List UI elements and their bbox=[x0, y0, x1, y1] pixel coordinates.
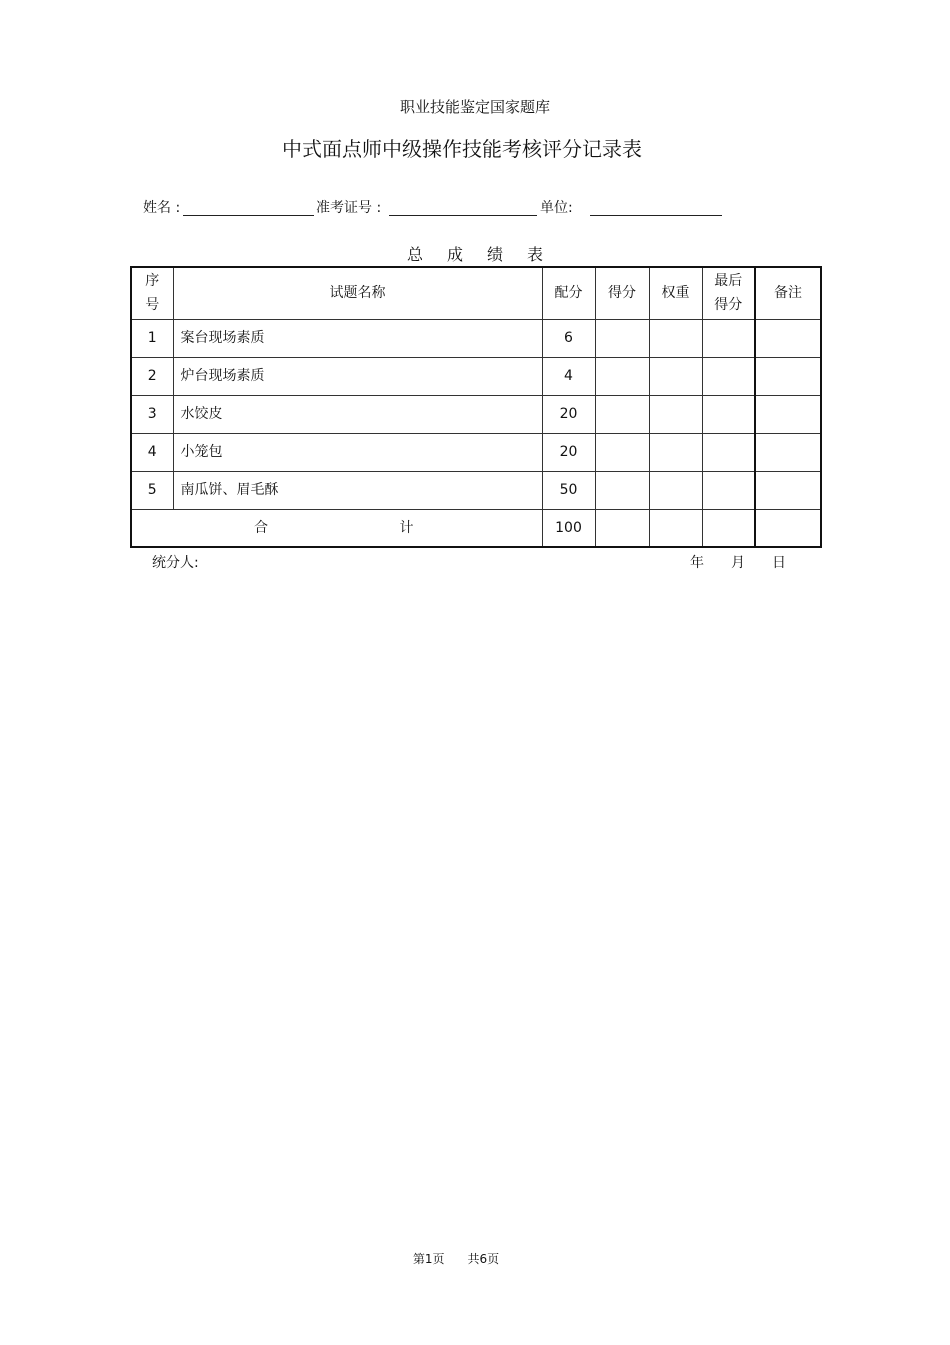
row-item: 水饺皮 bbox=[173, 395, 542, 433]
header-points: 配分 bbox=[542, 267, 595, 319]
row-final-cell[interactable] bbox=[702, 357, 755, 395]
row-score-cell[interactable] bbox=[595, 433, 649, 471]
row-score-cell[interactable] bbox=[595, 471, 649, 509]
header-index-line1: 序 bbox=[145, 273, 160, 290]
row-index: 4 bbox=[131, 433, 173, 471]
total-row bbox=[131, 509, 821, 547]
page-total: 共6页 bbox=[467, 1252, 500, 1266]
row-weight-cell[interactable] bbox=[649, 357, 702, 395]
date-day: 日 bbox=[772, 555, 786, 571]
header-score: 得分 bbox=[595, 267, 649, 319]
header-index-line2: 号 bbox=[145, 297, 160, 314]
total-label-left: 合 bbox=[254, 519, 268, 536]
score-table bbox=[130, 266, 822, 548]
table-row bbox=[131, 357, 821, 395]
date-year: 年 bbox=[690, 555, 704, 571]
table-caption: 总成绩表 bbox=[406, 245, 567, 264]
row-final-cell[interactable] bbox=[702, 471, 755, 509]
row-remarks-cell[interactable] bbox=[755, 433, 821, 471]
header-item: 试题名称 bbox=[173, 267, 542, 319]
name-blank[interactable] bbox=[183, 215, 314, 216]
row-weight-cell[interactable] bbox=[649, 319, 702, 357]
row-final-cell[interactable] bbox=[702, 319, 755, 357]
row-remarks-cell[interactable] bbox=[755, 395, 821, 433]
row-points: 4 bbox=[542, 357, 595, 395]
row-index: 5 bbox=[131, 471, 173, 509]
row-points: 50 bbox=[542, 471, 595, 509]
row-score-cell[interactable] bbox=[595, 357, 649, 395]
row-points: 20 bbox=[542, 433, 595, 471]
total-final-cell[interactable] bbox=[702, 509, 755, 547]
total-weight-cell[interactable] bbox=[649, 509, 702, 547]
row-item: 炉台现场素质 bbox=[173, 357, 542, 395]
table-row bbox=[131, 319, 821, 357]
header-final bbox=[702, 267, 755, 319]
row-index: 3 bbox=[131, 395, 173, 433]
scorer-label: 统分人: bbox=[152, 555, 199, 571]
header-remarks: 备注 bbox=[755, 267, 821, 319]
total-points: 100 bbox=[542, 509, 595, 547]
table-row bbox=[131, 471, 821, 509]
header-weight: 权重 bbox=[649, 267, 702, 319]
document-title: 中式面点师中级操作技能考核评分记录表 bbox=[282, 137, 642, 161]
page-current: 第1页 bbox=[412, 1252, 445, 1266]
total-label-cell bbox=[131, 509, 542, 547]
row-final-cell[interactable] bbox=[702, 433, 755, 471]
row-final-cell[interactable] bbox=[702, 395, 755, 433]
row-points: 6 bbox=[542, 319, 595, 357]
row-item: 南瓜饼、眉毛酥 bbox=[173, 471, 542, 509]
row-index: 2 bbox=[131, 357, 173, 395]
row-index: 1 bbox=[131, 319, 173, 357]
organization-heading: 职业技能鉴定国家题库 bbox=[399, 98, 550, 116]
row-remarks-cell[interactable] bbox=[755, 471, 821, 509]
row-item: 案台现场素质 bbox=[173, 319, 542, 357]
header-final-line1: 最后 bbox=[714, 273, 743, 290]
header-final-line2: 得分 bbox=[714, 297, 743, 314]
exam-id-blank[interactable] bbox=[389, 215, 537, 216]
total-label-right: 计 bbox=[399, 519, 414, 536]
row-weight-cell[interactable] bbox=[649, 395, 702, 433]
name-label: 姓名 : bbox=[143, 200, 181, 216]
exam-id-label: 准考证号 : bbox=[316, 200, 382, 216]
row-score-cell[interactable] bbox=[595, 319, 649, 357]
row-item: 小笼包 bbox=[173, 433, 542, 471]
table-row bbox=[131, 395, 821, 433]
total-remarks-cell[interactable] bbox=[755, 509, 821, 547]
table-row bbox=[131, 433, 821, 471]
row-remarks-cell[interactable] bbox=[755, 357, 821, 395]
row-weight-cell[interactable] bbox=[649, 471, 702, 509]
header-row bbox=[131, 267, 821, 319]
date-month: 月 bbox=[731, 555, 745, 571]
unit-label: 单位: bbox=[540, 200, 573, 216]
page-number bbox=[0, 1250, 912, 1267]
header-index bbox=[131, 267, 173, 319]
row-remarks-cell[interactable] bbox=[755, 319, 821, 357]
row-points: 20 bbox=[542, 395, 595, 433]
row-score-cell[interactable] bbox=[595, 395, 649, 433]
unit-blank[interactable] bbox=[590, 215, 722, 216]
row-weight-cell[interactable] bbox=[649, 433, 702, 471]
total-score-cell[interactable] bbox=[595, 509, 649, 547]
